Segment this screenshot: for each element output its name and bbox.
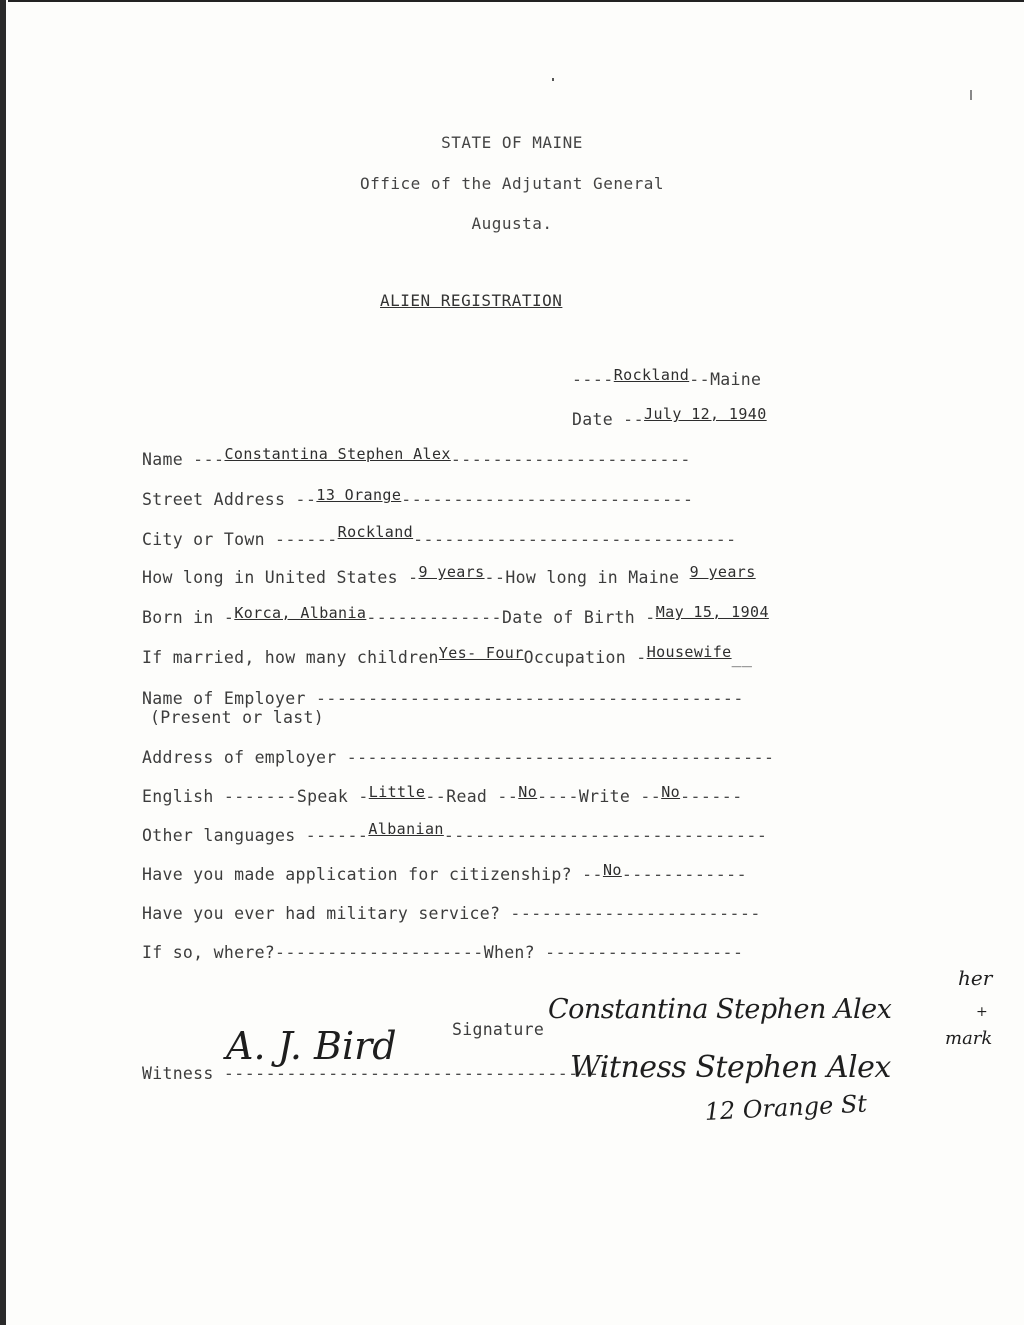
- scan-speck: [970, 90, 972, 100]
- born-in-label: Born in: [142, 608, 214, 627]
- family-row: If married, how many childrenYes- FourOccupation -Housewife__: [142, 643, 753, 667]
- city-label: City or Town: [142, 530, 265, 549]
- mark-note-her: her: [958, 966, 993, 990]
- employer-address-row: Address of employer -----------------------------------------: [142, 748, 775, 767]
- speak-label: Speak: [296, 787, 349, 806]
- place-town-value: Rockland: [613, 366, 690, 384]
- header-city: Augusta.: [471, 214, 553, 233]
- occupation-label: Occupation: [523, 648, 627, 667]
- write-value: No: [661, 783, 681, 801]
- witness-label: Witness: [142, 1064, 214, 1083]
- citizenship-value: No: [602, 861, 622, 879]
- street-label: Street Address: [142, 490, 286, 509]
- signature-handwriting: Constantina Stephen Alex: [548, 994, 892, 1025]
- speak-value: Little: [368, 783, 426, 801]
- witness-signature-handwriting: A. J. Bird: [226, 1024, 397, 1068]
- name-label: Name: [142, 450, 183, 469]
- maine-years-label: How long in Maine: [505, 568, 680, 587]
- street-row: Street Address --13 Orange----------------------------: [142, 486, 694, 509]
- read-label: Read: [446, 787, 488, 806]
- place-suffix: Maine: [710, 370, 762, 389]
- place-line: ----Rockland--Maine: [572, 366, 762, 389]
- form-title: ALIEN REGISTRATION: [380, 291, 563, 310]
- english-label: English: [142, 787, 214, 806]
- city-value: Rockland: [337, 523, 414, 541]
- when-label: When?: [483, 943, 535, 962]
- dob-label: Date of Birth: [501, 608, 636, 627]
- mark-note-plus: +: [976, 1004, 988, 1020]
- header-office: Office of the Adjutant General: [360, 174, 664, 193]
- header-state: STATE OF MAINE: [441, 133, 583, 152]
- scan-speck: [552, 78, 554, 81]
- date-value: July 12, 1940: [644, 405, 767, 423]
- street-value: 13 Orange: [316, 486, 402, 504]
- employer-address-label: Address of employer: [142, 748, 337, 767]
- residency-row: How long in United States -9 years--How long in Maine 9 years: [142, 563, 756, 587]
- citizenship-row: Have you made application for citizenship? --No------------: [142, 861, 748, 884]
- citizenship-label: Have you made application for citizenship?: [142, 865, 572, 884]
- languages-row: Other languages ------Albanian-------------------------------: [142, 820, 768, 845]
- born-in-value: Korca, Albania: [234, 604, 367, 622]
- languages-label: Other languages: [142, 826, 296, 845]
- date-line: Date --July 12, 1940: [572, 405, 767, 429]
- children-value: Yes- Four: [438, 644, 524, 662]
- us-years-label: How long in United States: [142, 568, 398, 587]
- maine-years-value: 9 years: [689, 563, 756, 581]
- military-row: Have you ever had military service? ------------------------: [142, 904, 761, 923]
- read-value: No: [518, 783, 538, 801]
- mark-note-mark: mark: [945, 1028, 993, 1049]
- scan-border-top: [8, 0, 1024, 2]
- where-when-row: If so, where?--------------------When? -------------------: [142, 943, 744, 962]
- dob-value: May 15, 1904: [655, 603, 769, 621]
- children-label: If married, how many children: [142, 648, 439, 667]
- name-value: Constantina Stephen Alex: [224, 445, 451, 463]
- occupation-value: Housewife: [646, 643, 732, 661]
- languages-value: Albanian: [368, 820, 444, 838]
- name-row: Name ---Constantina Stephen Alex-----------------------: [142, 445, 691, 469]
- date-label: Date: [572, 410, 613, 429]
- employer-label: Name of Employer: [142, 689, 306, 708]
- write-label: Write: [578, 787, 631, 806]
- employer-sublabel: (Present or last): [150, 708, 324, 727]
- birth-row: Born in -Korca, Albania-------------Date of Birth -May 15, 1904: [142, 603, 769, 627]
- city-row: City or Town ------Rockland-------------------------------: [142, 523, 737, 549]
- employer-row: Name of Employer -----------------------------------------: [142, 689, 744, 708]
- scan-border-left: [0, 0, 6, 1325]
- witness-row: Witness -------------------------------------: [142, 1064, 610, 1083]
- us-years-value: 9 years: [418, 563, 485, 581]
- english-row: English -------Speak -Little--Read --No----Write --No------: [142, 783, 743, 806]
- witness-note-line2: 12 Orange St: [704, 1089, 868, 1126]
- witness-note-line1: Witness Stephen Alex: [570, 1050, 891, 1085]
- where-label: If so, where?: [142, 943, 276, 962]
- signature-label: Signature: [452, 1020, 545, 1039]
- military-label: Have you ever had military service?: [142, 904, 501, 923]
